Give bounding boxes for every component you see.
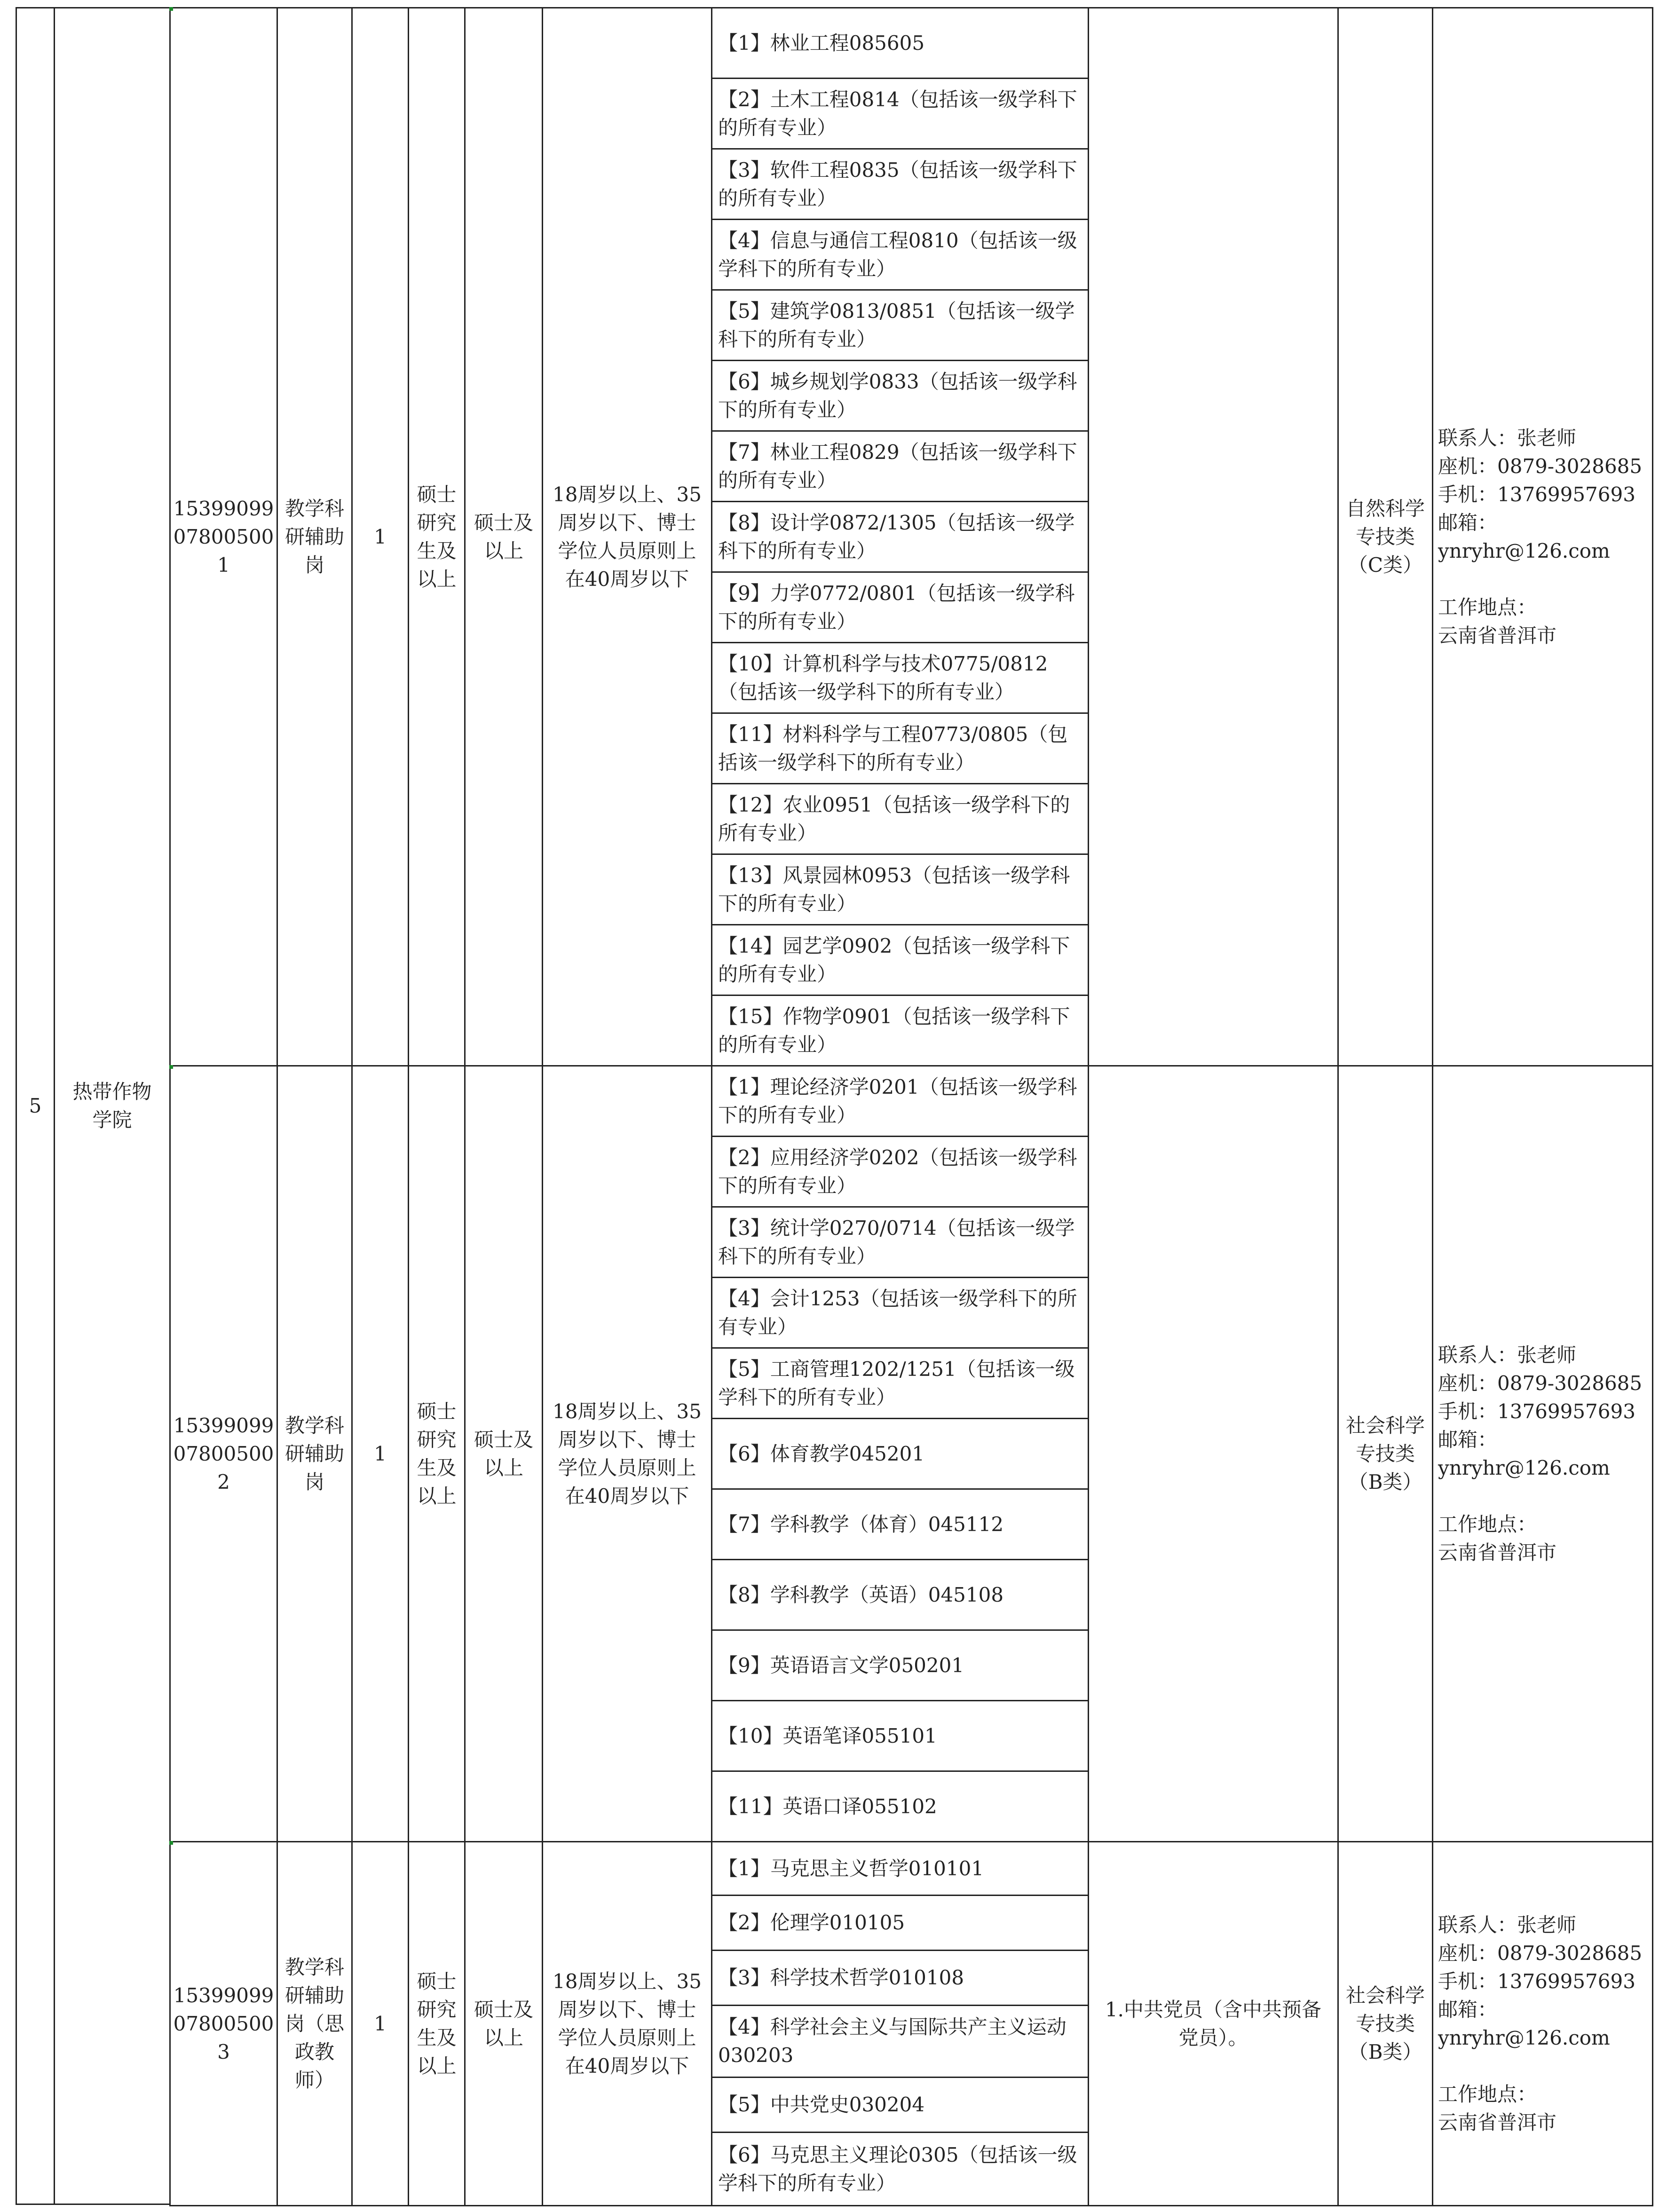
position-2-contact-cell — [1432, 1065, 1653, 1842]
row-number: 5 — [29, 1094, 42, 1117]
major-item — [711, 642, 1089, 714]
position-name: 教学科研辅助岗 — [284, 1414, 344, 1493]
row-number-cell — [16, 7, 55, 2205]
position-1-category-cell — [1337, 7, 1433, 1066]
position-education: 硕士研究生及以上 — [417, 482, 457, 591]
major-text: 【13】风景园林0953（包括该一级学科下的所有专业） — [718, 863, 1070, 915]
major-text: 【1】林业工程085605 — [718, 31, 925, 55]
position-3-other-cell — [1088, 1841, 1339, 2206]
major-text: 【7】林业工程0829（包括该一级学科下的所有专业） — [718, 440, 1077, 492]
major-item — [711, 360, 1089, 432]
major-text: 【2】伦理学010105 — [718, 1911, 905, 1934]
position-age: 18周岁以上、35周岁以下、博士学位人员原则上在40周岁以下 — [553, 1969, 702, 2078]
position-3-age-cell — [542, 1841, 712, 2206]
major-item — [711, 924, 1089, 996]
major-text: 【6】城乡规划学0833（包括该一级学科下的所有专业） — [718, 370, 1077, 421]
department-cell — [54, 7, 171, 2205]
position-2-category-cell — [1337, 1065, 1433, 1842]
position-1-age-cell — [542, 7, 712, 1066]
cell-corner-marker — [169, 1841, 173, 1845]
position-degree: 硕士及以上 — [474, 1998, 533, 2049]
position-code: 15399099 07800500 1 — [173, 497, 274, 577]
position-count: 1 — [374, 1442, 387, 1465]
major-text: 【2】土木工程0814（包括该一级学科下的所有专业） — [718, 87, 1077, 139]
position-3-name-cell — [276, 1841, 353, 2206]
major-text: 【15】作物学0901（包括该一级学科下的所有专业） — [718, 1004, 1070, 1056]
position-contact: 联系人：张老师 座机：0879-3028685 手机：13769957693 邮箱： ynryhr@126.com 工作地点： 云南省普洱市 — [1438, 1913, 1643, 2134]
major-item — [711, 289, 1089, 361]
major-text: 【11】材料科学与工程0773/0805（包括该一级学科下的所有专业） — [718, 722, 1068, 774]
major-text: 【6】马克思主义理论0305（包括该一级学科下的所有专业） — [718, 2143, 1077, 2195]
position-3-education-cell — [408, 1841, 466, 2206]
major-text: 【4】会计1253（包括该一级学科下的所有专业） — [718, 1287, 1077, 1338]
major-text: 【5】中共党史030204 — [718, 2093, 925, 2116]
cell-corner-marker — [169, 7, 173, 11]
position-1-name-cell — [276, 7, 353, 1066]
position-other: 1.中共党员（含中共预备党员）。 — [1105, 1998, 1322, 2049]
position-education: 硕士研究生及以上 — [417, 1969, 457, 2078]
major-text: 【10】英语笔译055101 — [718, 1724, 937, 1747]
major-item — [711, 783, 1089, 855]
position-1-contact-cell — [1432, 7, 1653, 1066]
major-item — [711, 219, 1089, 291]
major-text: 【8】设计学0872/1305（包括该一级学科下的所有专业） — [718, 511, 1075, 562]
position-3-degree-cell — [464, 1841, 543, 2206]
position-3-category-cell — [1337, 1841, 1433, 2206]
major-item — [711, 571, 1089, 643]
position-category: 自然科学专技类（C类） — [1345, 497, 1425, 577]
major-item — [711, 1277, 1089, 1349]
position-age: 18周岁以上、35周岁以下、博士学位人员原则上在40周岁以下 — [553, 482, 702, 591]
position-degree: 硕士及以上 — [474, 1428, 533, 1479]
major-text: 【12】农业0951（包括该一级学科下的所有专业） — [718, 793, 1070, 845]
major-item — [711, 1559, 1089, 1631]
major-item — [711, 1206, 1089, 1278]
major-text: 【11】英语口译055102 — [718, 1794, 937, 1818]
position-2-education-cell — [408, 1065, 466, 1842]
position-category: 社会科学专技类（B类） — [1345, 1414, 1425, 1493]
position-2-age-cell — [542, 1065, 712, 1842]
position-education: 硕士研究生及以上 — [417, 1399, 457, 1508]
position-name: 教学科研辅助岗 — [284, 497, 344, 577]
position-contact: 联系人：张老师 座机：0879-3028685 手机：13769957693 邮箱： ynryhr@126.com 工作地点： 云南省普洱市 — [1438, 1343, 1643, 1564]
major-item — [711, 712, 1089, 784]
major-item — [711, 1488, 1089, 1560]
major-text: 【7】学科教学（体育）045112 — [718, 1512, 1004, 1536]
position-name: 教学科研辅助岗（思政教师） — [284, 1955, 344, 2092]
position-2-other-cell — [1088, 1065, 1339, 1842]
major-text: 【1】马克思主义哲学010101 — [718, 1856, 984, 1880]
position-count: 1 — [374, 2012, 387, 2035]
major-text: 【3】科学技术哲学010108 — [718, 1966, 964, 1989]
position-2-code-cell — [169, 1065, 278, 1842]
department-name: 热带作物学院 — [72, 1080, 152, 1131]
major-text: 【6】体育教学045201 — [718, 1442, 925, 1465]
major-item — [711, 2132, 1089, 2206]
position-2-name-cell — [276, 1065, 353, 1842]
major-item — [711, 1950, 1089, 2006]
major-item — [711, 1065, 1089, 1137]
major-item — [711, 1136, 1089, 1208]
position-1-degree-cell — [464, 7, 543, 1066]
major-item — [711, 995, 1089, 1066]
major-item — [711, 148, 1089, 220]
major-text: 【9】英语语言文学050201 — [718, 1653, 964, 1677]
position-2-degree-cell — [464, 1065, 543, 1842]
major-text: 【5】建筑学0813/0851（包括该一级学科下的所有专业） — [718, 299, 1075, 351]
cell-corner-marker — [169, 1065, 173, 1069]
major-item — [711, 430, 1089, 502]
major-text: 【8】学科教学（英语）045108 — [718, 1583, 1004, 1606]
position-category: 社会科学专技类（B类） — [1345, 1983, 1425, 2063]
position-code: 15399099 07800500 2 — [173, 1414, 274, 1493]
position-count: 1 — [374, 525, 387, 548]
major-item — [711, 2077, 1089, 2133]
position-3-contact-cell — [1432, 1841, 1653, 2206]
major-text: 【14】园艺学0902（包括该一级学科下的所有专业） — [718, 934, 1070, 986]
major-item — [711, 1895, 1089, 1951]
position-1-education-cell — [408, 7, 466, 1066]
position-degree: 硕士及以上 — [474, 511, 533, 562]
position-contact: 联系人：张老师 座机：0879-3028685 手机：13769957693 邮箱： ynryhr@126.com 工作地点： 云南省普洱市 — [1438, 426, 1643, 647]
position-3-count-cell — [351, 1841, 409, 2206]
major-text: 【4】科学社会主义与国际共产主义运动030203 — [718, 2015, 1066, 2067]
major-text: 【4】信息与通信工程0810（包括该一级学科下的所有专业） — [718, 229, 1077, 280]
major-text: 【5】工商管理1202/1251（包括该一级学科下的所有专业） — [718, 1357, 1075, 1409]
major-item — [711, 1347, 1089, 1419]
major-item — [711, 7, 1089, 79]
position-1-code-cell — [169, 7, 278, 1066]
major-item — [711, 1629, 1089, 1701]
major-item — [711, 501, 1089, 573]
major-item — [711, 1841, 1089, 1896]
major-item — [711, 2005, 1089, 2078]
position-1-count-cell — [351, 7, 409, 1066]
major-item — [711, 1418, 1089, 1490]
position-2-count-cell — [351, 1065, 409, 1842]
major-item — [711, 853, 1089, 925]
major-item — [711, 1770, 1089, 1842]
major-item — [711, 78, 1089, 150]
major-text: 【3】统计学0270/0714（包括该一级学科下的所有专业） — [718, 1216, 1075, 1268]
major-text: 【1】理论经济学0201（包括该一级学科下的所有专业） — [718, 1075, 1077, 1127]
major-text: 【2】应用经济学0202（包括该一级学科下的所有专业） — [718, 1146, 1077, 1197]
major-text: 【3】软件工程0835（包括该一级学科下的所有专业） — [718, 158, 1077, 210]
major-text: 【9】力学0772/0801（包括该一级学科下的所有专业） — [718, 581, 1075, 633]
major-text: 【10】计算机科学与技术0775/0812（包括该一级学科下的所有专业） — [718, 652, 1048, 703]
position-1-other-cell — [1088, 7, 1339, 1066]
position-age: 18周岁以上、35周岁以下、博士学位人员原则上在40周岁以下 — [553, 1399, 702, 1508]
position-3-code-cell — [169, 1841, 278, 2206]
major-item — [711, 1700, 1089, 1772]
position-code: 15399099 07800500 3 — [173, 1983, 274, 2063]
